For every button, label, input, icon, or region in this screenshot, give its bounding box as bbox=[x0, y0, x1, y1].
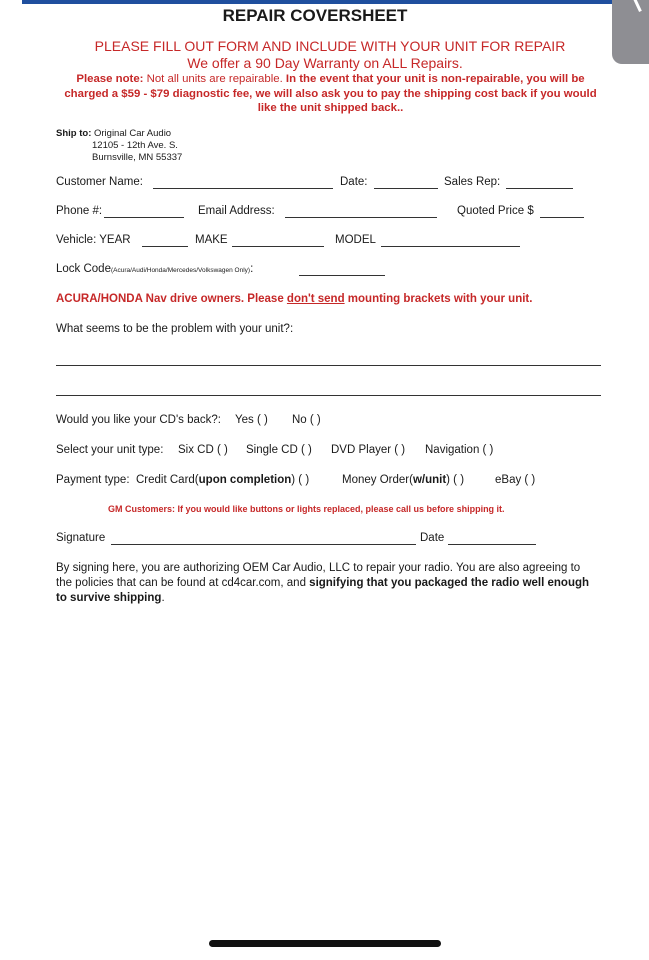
date-label: Date: bbox=[340, 176, 368, 188]
email-label: Email Address: bbox=[198, 205, 275, 217]
signature-date-field[interactable] bbox=[448, 544, 536, 545]
authorization-agreement: By signing here, you are authorizing OEM Car Audio, LLC to repair your radio. You are also agreeing to the policies that can be found at cd4car.com, and signifying that you packaged the radio well enough to survive shipping. bbox=[56, 562, 590, 604]
quoted-price-label: Quoted Price $ bbox=[457, 205, 534, 217]
sales-rep-field[interactable] bbox=[506, 188, 573, 189]
slash-icon bbox=[633, 0, 642, 12]
year-field[interactable] bbox=[142, 246, 188, 247]
non-repairable-note: Please note: Not all units are repairable. In the event that your unit is non-repairable, you will be charged a $59 - $79 diagnostic fee, we will also ask you to pay the shipping cost back if you would like the unit shipped back.. bbox=[64, 73, 597, 114]
customer-name-label: Customer Name: bbox=[56, 176, 143, 188]
payment-money-order[interactable]: Money Order(w/unit) ( ) bbox=[342, 474, 465, 486]
instruction-line: PLEASE FILL OUT FORM AND INCLUDE WITH YOUR UNIT FOR REPAIR bbox=[94, 38, 566, 54]
nav-bracket-warning: ACURA/HONDA Nav drive owners. Please don't send mounting brackets with your unit. bbox=[56, 293, 533, 305]
model-field[interactable] bbox=[381, 246, 520, 247]
top-blue-bar bbox=[22, 0, 632, 4]
unit-type-six-cd[interactable]: Six CD ( ) bbox=[178, 444, 228, 456]
gm-customers-note: GM Customers: If you would like buttons or lights replaced, please call us before shipping it. bbox=[108, 504, 505, 514]
customer-name-field[interactable] bbox=[153, 188, 333, 189]
cds-back-question: Would you like your CD's back?: bbox=[56, 414, 221, 426]
phone-field[interactable] bbox=[104, 217, 184, 218]
ship-to-address: Ship to: Original Car Audio 12105 - 12th Ave. S. Burnsville, MN 55337 bbox=[56, 128, 183, 163]
warranty-line: We offer a 90 Day Warranty on ALL Repairs. bbox=[187, 55, 463, 71]
problem-line-2[interactable] bbox=[56, 395, 601, 396]
page-title: REPAIR COVERSHEET bbox=[222, 6, 408, 25]
signature-date-label: Date bbox=[420, 532, 445, 544]
sales-rep-label: Sales Rep: bbox=[444, 176, 501, 188]
lock-code-field[interactable] bbox=[299, 275, 385, 276]
make-field[interactable] bbox=[232, 246, 324, 247]
unit-type-single-cd[interactable]: Single CD ( ) bbox=[246, 444, 312, 456]
unit-type-navigation[interactable]: Navigation ( ) bbox=[425, 444, 494, 456]
vehicle-year-label: Vehicle: YEAR bbox=[56, 234, 131, 246]
cds-back-no[interactable]: No ( ) bbox=[292, 414, 321, 426]
phone-label: Phone #: bbox=[56, 205, 103, 217]
payment-type-label: Payment type: bbox=[56, 474, 130, 486]
date-field[interactable] bbox=[374, 188, 438, 189]
signature-field[interactable] bbox=[111, 544, 416, 545]
email-field[interactable] bbox=[285, 217, 437, 218]
quoted-price-field[interactable] bbox=[540, 217, 584, 218]
lock-code-label: Lock Code(Acura/Audi/Honda/Mercedes/Volkswagen Only): bbox=[56, 263, 254, 275]
model-label: MODEL bbox=[335, 234, 376, 246]
home-indicator[interactable] bbox=[209, 940, 441, 947]
unit-type-dvd-player[interactable]: DVD Player ( ) bbox=[331, 444, 406, 456]
make-label: MAKE bbox=[195, 234, 228, 246]
payment-ebay[interactable]: eBay ( ) bbox=[495, 474, 536, 486]
problem-question: What seems to be the problem with your unit?: bbox=[56, 323, 294, 335]
signature-label: Signature bbox=[56, 532, 106, 544]
cds-back-yes[interactable]: Yes ( ) bbox=[235, 414, 268, 426]
payment-credit-card[interactable]: Credit Card(upon completion) ( ) bbox=[136, 474, 310, 486]
problem-line-1[interactable] bbox=[56, 365, 601, 366]
unit-type-label: Select your unit type: bbox=[56, 444, 164, 456]
